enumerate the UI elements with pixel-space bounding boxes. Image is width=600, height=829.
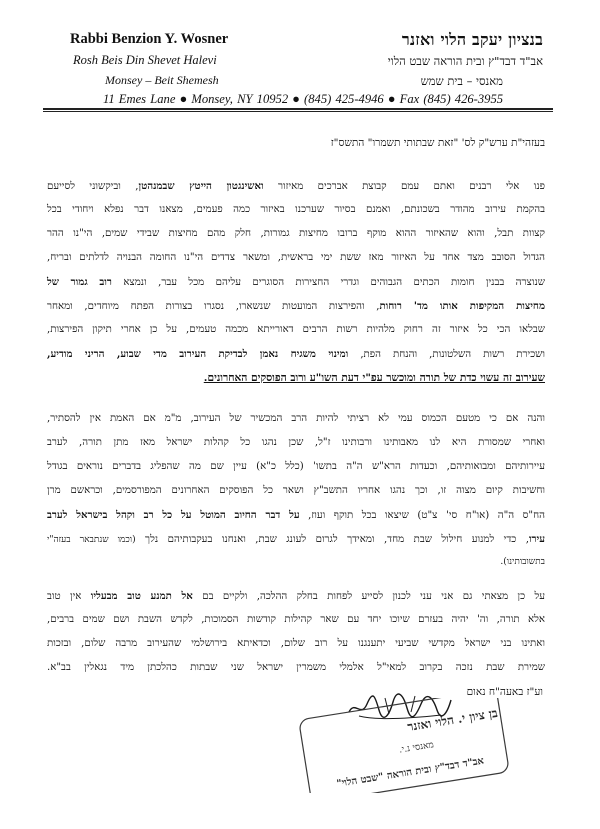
stamp-title-text: אב"ד דבד"ץ ובית הוראה "שבט הלוי" xyxy=(335,755,485,790)
paragraph-1-line: הגדול הסובב מצד אחד על האיזור מאז ששת ימי בראשית, ומשאר צדדים הי"נו החומה הבנויה לדלתים ובריח, xyxy=(47,252,545,263)
letterhead-hebrew-title: אב"ד דבד"ץ ובית הוראה שבט הלוי xyxy=(387,54,543,68)
text-run: פנו אלי רבנים ואתם עמם קבוצת אברכים מאיזור xyxy=(263,181,546,192)
paragraph-2-line: בתשובותינו). xyxy=(500,557,545,567)
bold-text: רוב גמור של xyxy=(47,276,112,288)
closing-text: וע"ז באעה"ח נאום xyxy=(466,686,543,698)
paragraph-2-line xyxy=(47,510,545,521)
text-run: ושכירת רשות השלטונות, והנחת הפת, xyxy=(348,349,545,360)
paragraph-2-line xyxy=(47,534,545,545)
paragraph-2-line: וחשיבות קיום מצוה זו, וכך נהגו אחריו התשב"ץ ושאר כל הפוסקים האחרונים המפורסמים, וכראשם מרן xyxy=(47,485,545,496)
stamp-name-text: בן ציון י. הלוי ואזנר xyxy=(406,705,499,734)
letterhead-english-name: Rabbi Benzion Y. Wosner xyxy=(70,31,229,47)
text-run: הח"ס ה"ה (או"ח סי' צ"ט) שיצאו בכל תוקף ועוז, xyxy=(299,510,545,521)
paragraph-2-line: והנה אם כי מטעם הכמוס עמי לא רציתי להיות הרב המכשיר של העירוב, מ"מ אם האמת אין להסתיר, xyxy=(47,413,545,424)
letterhead-rule xyxy=(43,111,553,112)
letterhead-hebrew-location: מאנסי – בית שמש xyxy=(420,74,503,88)
bold-text: ואשינגטון הייטץ שבמנהטן xyxy=(138,180,264,192)
letterhead-hebrew-name: בנציון יעקב הלוי ואזנר xyxy=(401,30,543,49)
bold-text: על דבר החיוב המוטל על כל רב וקהל בישראל לערב xyxy=(47,509,300,521)
stamp-location-text: מאנסי נ.י. xyxy=(398,740,435,756)
bold-text: אל תמנע טוב מבעליו xyxy=(90,590,193,602)
letterhead-english-location: Monsey – Beit Shemesh xyxy=(105,73,219,87)
bold-text: ומינוי משגיח נאמן לבדיקת העירוב מדי שבוע, הריני מודיע, xyxy=(47,348,349,360)
rabbinical-stamp xyxy=(296,698,511,793)
paragraph-1-line: קצוות תבל, והוא שהאיזור ההוא מוקף ברובו מחיצות גמורות, חלק מהם מחיצות שבידי שמים, הי"נו ההר xyxy=(47,228,545,239)
small-text: (וכמו שנתבאר בעזה"י xyxy=(47,535,136,545)
bold-text: עירו xyxy=(528,533,545,545)
letterhead-english-title: Rosh Beis Din Shevet Halevi xyxy=(73,53,217,67)
letterhead-address: 11 Emes Lane ● Monsey, NY 10952 ● (845) 425-4946 ● Fax (845) 426-3955 xyxy=(103,92,504,106)
paragraph-1-line xyxy=(47,349,545,360)
paragraph-1-final-line: שעירוב זה עשוי כדת של תורה ומוכשר עפ"י דעת השו"ע ורוב הפוסקים האחרונים. xyxy=(203,372,545,384)
letterhead-rule xyxy=(43,108,553,110)
text-run: , והפירצות המועטות שנשארו, נסגרו בצורות הפתח מיוחדים, ומאחר xyxy=(47,301,380,312)
paragraph-3-line: שמירת שבת נזכה בקרוב למאי"ל אלמלי משמרין ישראל שני שבתות כהלכתן מיד נגאלין בב"א. xyxy=(47,662,545,673)
paragraph-3-line xyxy=(47,591,545,602)
paragraph-2-line: עיירותיהם ומבואותיהם, וכעדות הרא"ש ה"ה בתשו' (כלל כ"א) עיין שם מה שהפליג בדברים נוראים בגודל xyxy=(47,461,545,472)
dateline: בעזהי"ת ערש"ק לס' "זאת שבתותי תשמרו" התשס"ז xyxy=(330,137,545,149)
text-run: אין טוב xyxy=(47,591,91,602)
text-run: , וביקשוני לסייעם xyxy=(47,181,139,192)
paragraph-1-line: שבלאו הכי כל איזור זה רחוק מלהיות רשות הרבים דאורייתא מכמה טעמים, על כן אחרי תיקון הפירצות, xyxy=(47,324,545,335)
paragraph-3-line: אלא תורה, וה' יהיה בעזרם שיוכו יחד עם שאר קהילות קודשות הסמוכות, לקדש השבת ושם שמים ברבים, xyxy=(47,614,545,625)
paragraph-1-line xyxy=(47,301,545,312)
text-run: שנוצרה בבנין חומות הכתים הגבוהים וגדרי החצירות הסוגרים עליהם מכל עבר, ונמצא xyxy=(111,277,546,288)
paragraph-1-line: בהקמת עירוב מהודר בשכונתם, ואמנם בסיור שערכנו באיזור כמה פעמים, מצאנו דבר נפלא ויחודי בכל xyxy=(47,204,545,215)
paragraph-3-line: ואתינו בני ישראל מקדשי שביעי יתענגנו על רוב שלום, וכדאיתא בירושלמי שהעירוב מרבה שלום, ובזכות xyxy=(47,638,545,649)
paragraph-1-line xyxy=(47,181,545,192)
paragraph-2-line: ואחרי שמסורת היא לנו מאבותינו ורבותינו ז"ל, שכן נהגו כל קהלות ישראל מאז מתן תורה, לערב xyxy=(47,437,545,448)
paragraph-1-line xyxy=(47,277,545,288)
text-run: , כדי למנוע חילול שבת מחד, ומאידך לגרום לעונג שבת, ואנחנו בעקבותיהם נלך xyxy=(135,534,529,545)
bold-text: מחיצות המקיפות אותו מד' רוחות xyxy=(379,300,545,312)
text-run: על כן מצאתי גם אני עני לכנון לסייע לפחות בחלק ההלכה, ולקיים בם xyxy=(192,591,545,602)
